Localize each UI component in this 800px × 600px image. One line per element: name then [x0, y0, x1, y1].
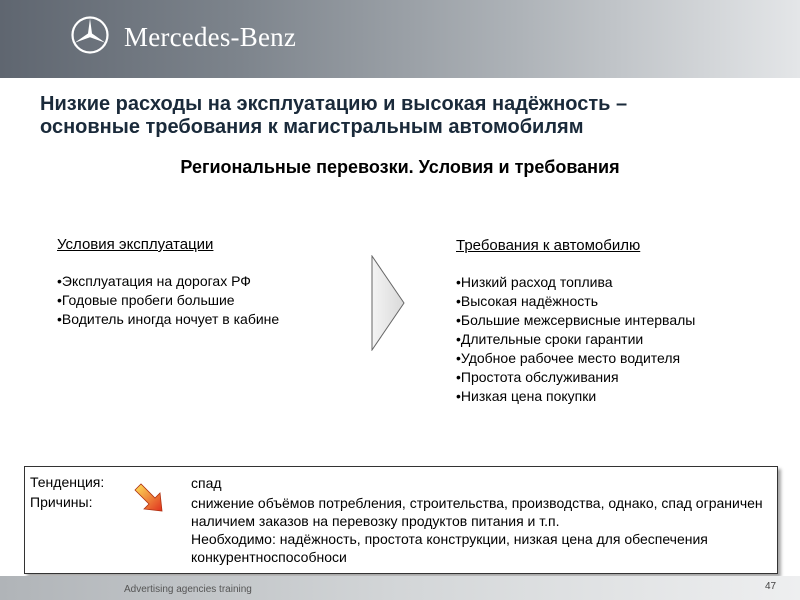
header-bar — [0, 0, 800, 78]
list-item: • Эксплуатация на дорогах РФ — [57, 272, 279, 291]
list-item: • Водитель иногда ночует в кабине — [57, 310, 279, 329]
brand-name: Mercedes-Benz — [124, 22, 297, 52]
section-subtitle: Региональные перевозки. Условия и требования — [180, 157, 620, 177]
title-line-2: основные требования к магистральным автомобилям — [40, 116, 584, 138]
list-item: • Высокая надёжность — [456, 292, 695, 311]
list-item: • Удобное рабочее место водителя — [456, 349, 695, 368]
footer-caption: Advertising agencies training — [124, 584, 252, 595]
down-right-arrow-icon — [133, 482, 167, 516]
trend-label: Тенденция: — [30, 474, 105, 490]
page-title — [40, 93, 760, 139]
list-item: • Низкий расход топлива — [456, 273, 695, 292]
requirements-heading: Требования к автомобилю — [456, 237, 641, 254]
conditions-heading: Условия эксплуатации — [57, 236, 214, 253]
summary-box — [24, 466, 778, 574]
list-item: • Длительные сроки гарантии — [456, 330, 695, 349]
list-item: • Простота обслуживания — [456, 368, 695, 387]
necessary-text: Необходимо: надёжность, простота конструкции, низкая цена для обеспечения конкурентноспособноси — [191, 531, 708, 565]
trend-value: спад — [191, 475, 222, 491]
footer-bar — [0, 576, 800, 600]
reasons-text: снижение объёмов потребления, строительства, производства, однако, спад ограничен наличием заказов на перевозку продуктов питания и т.п. — [191, 495, 763, 529]
reasons-label: Причины: — [30, 494, 93, 510]
requirements-list — [456, 273, 695, 406]
mercedes-star-logo-icon — [70, 15, 110, 55]
list-item: • Годовые пробеги большие — [57, 291, 279, 310]
title-line-1: Низкие расходы на эксплуатацию и высокая надёжность – — [40, 93, 628, 115]
right-chevron-arrow-icon — [370, 255, 406, 351]
conditions-column — [57, 235, 279, 329]
page-number: 47 — [765, 581, 777, 592]
requirements-column — [456, 236, 695, 406]
list-item: • Большие межсервисные интервалы — [456, 311, 695, 330]
list-item: • Низкая цена покупки — [456, 387, 695, 406]
conditions-list — [57, 272, 279, 329]
